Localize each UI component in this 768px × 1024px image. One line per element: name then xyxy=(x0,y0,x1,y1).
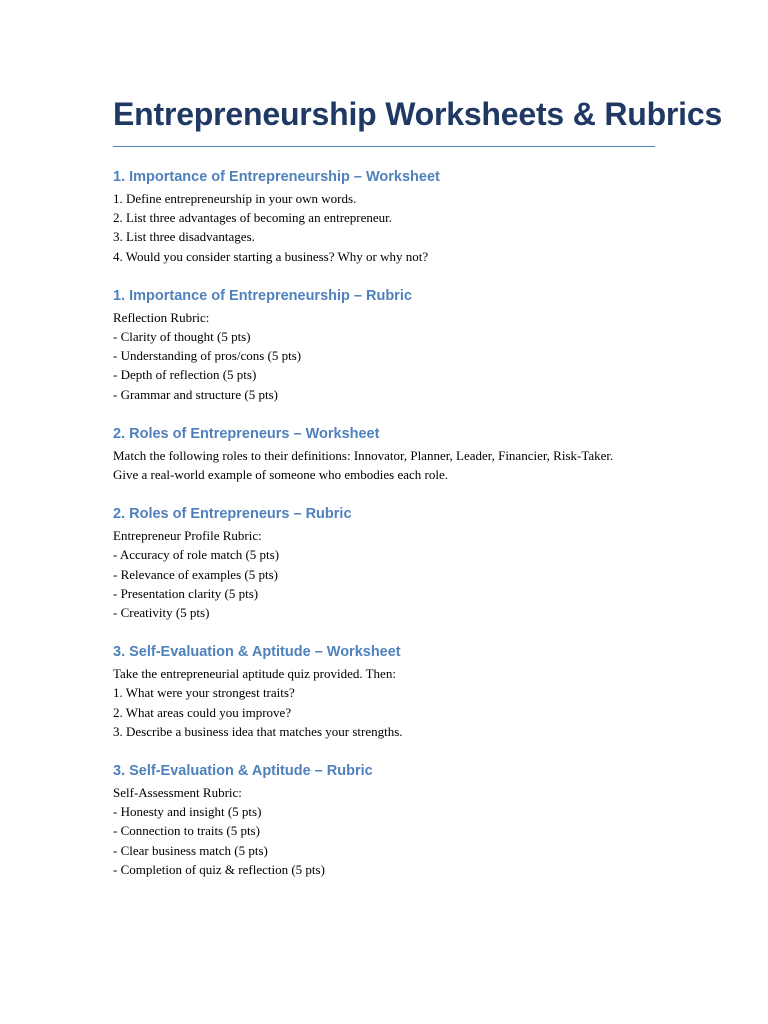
body-line: 4. Would you consider starting a business? Why or why not? xyxy=(113,248,429,264)
body-line: Give a real-world example of someone who embodies each role. xyxy=(113,467,448,483)
section-heading: 1. Importance of Entrepreneurship – Worksheet xyxy=(113,169,440,185)
section-heading: 2. Roles of Entrepreneurs – Rubric xyxy=(113,506,352,523)
body-line: - Creativity (5 pts) xyxy=(113,605,210,621)
body-line: Take the entrepreneurial aptitude quiz provided. Then: xyxy=(113,666,396,682)
body-line: Match the following roles to their definitions: Innovator, Planner, Leader, Financier, Risk-Taker. xyxy=(113,447,614,463)
body-line: - Completion of quiz & reflection (5 pts) xyxy=(113,861,325,877)
body-line: - Relevance of examples (5 pts) xyxy=(113,566,278,582)
document-title: Entrepreneurship Worksheets & Rubrics xyxy=(113,92,655,147)
section-roles-rubric xyxy=(113,504,655,622)
body-line: - Grammar and structure (5 pts) xyxy=(113,386,278,402)
section-heading: 3. Self-Evaluation & Aptitude – Worksheet xyxy=(113,644,401,661)
body-line: 2. What areas could you improve? xyxy=(113,704,292,720)
body-line: 1. Define entrepreneurship in your own words. xyxy=(113,191,357,206)
section-self-evaluation-worksheet xyxy=(113,642,655,741)
body-line: Reflection Rubric: xyxy=(113,309,210,325)
body-line: - Honesty and insight (5 pts) xyxy=(113,804,262,820)
body-line: 2. List three advantages of becoming an entrepreneur. xyxy=(113,210,393,226)
body-line: Self-Assessment Rubric: xyxy=(113,785,242,801)
body-line: - Presentation clarity (5 pts) xyxy=(113,585,259,601)
section-heading: 3. Self-Evaluation & Aptitude – Rubric xyxy=(113,763,373,780)
section-heading: 1. Importance of Entrepreneurship – Rubric xyxy=(113,287,412,304)
body-line: - Clear business match (5 pts) xyxy=(113,842,268,858)
section-self-evaluation-rubric xyxy=(113,761,655,879)
body-line: 3. Describe a business idea that matches your strengths. xyxy=(113,723,403,739)
body-line: 1. What were your strongest traits? xyxy=(113,685,295,701)
body-line: - Understanding of pros/cons (5 pts) xyxy=(113,348,302,364)
section-body xyxy=(113,189,655,266)
section-importance-worksheet xyxy=(113,167,655,266)
section-roles-worksheet xyxy=(113,424,655,484)
section-importance-rubric xyxy=(113,286,655,404)
section-body xyxy=(113,783,655,879)
body-line: - Clarity of thought (5 pts) xyxy=(113,329,251,345)
document-page xyxy=(113,92,723,879)
body-line: Entrepreneur Profile Rubric: xyxy=(113,528,262,544)
body-line: - Connection to traits (5 pts) xyxy=(113,823,260,839)
body-line: - Accuracy of role match (5 pts) xyxy=(113,547,280,563)
body-line: 3. List three disadvantages. xyxy=(113,229,255,245)
section-body xyxy=(113,664,655,741)
section-heading: 2. Roles of Entrepreneurs – Worksheet xyxy=(113,425,380,442)
section-body xyxy=(113,308,655,404)
body-line: - Depth of reflection (5 pts) xyxy=(113,367,257,383)
section-body xyxy=(113,446,655,484)
section-body xyxy=(113,526,655,622)
